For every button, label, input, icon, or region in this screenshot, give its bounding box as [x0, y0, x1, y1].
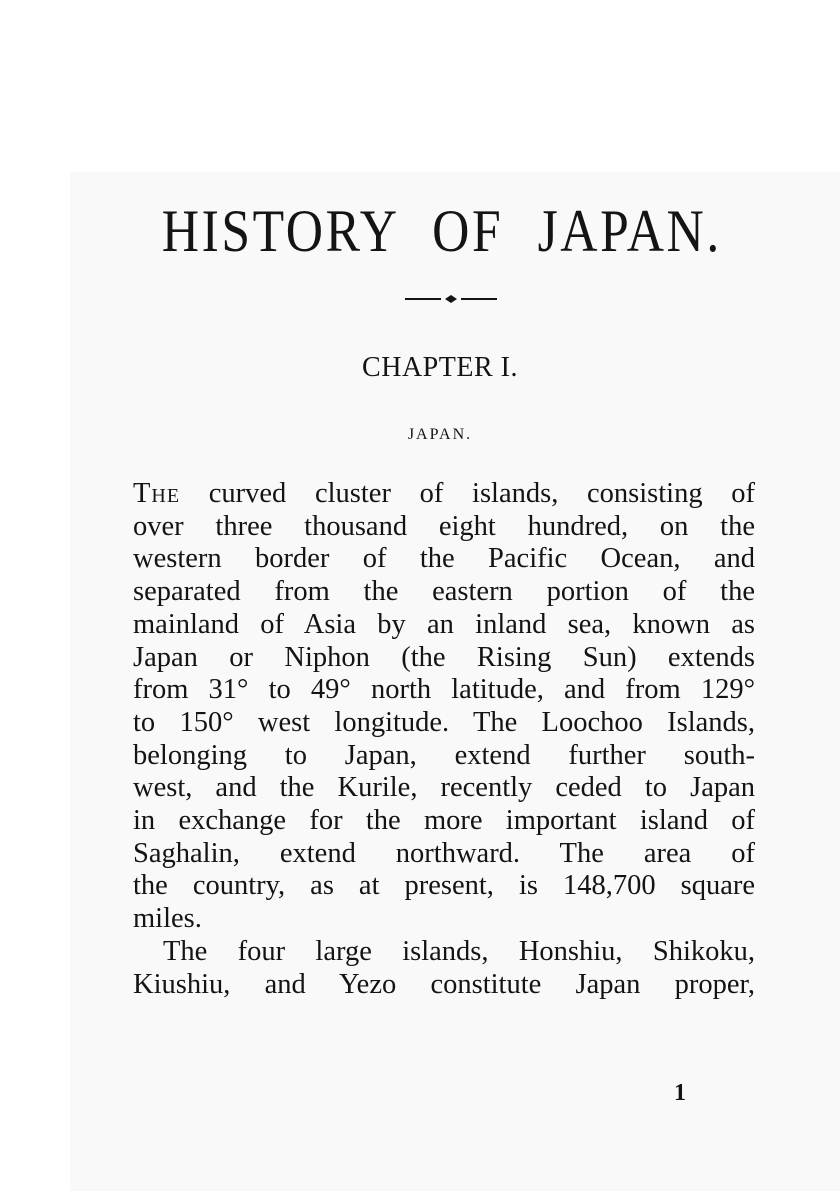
- text-line: miles.: [133, 903, 202, 935]
- text-line-content: curved cluster of islands, consisting of: [180, 478, 755, 509]
- ornament-divider-icon: [405, 291, 497, 307]
- text-line: belonging to Japan, extend further south-: [133, 739, 755, 771]
- text-line: mainland of Asia by an inland sea, known as: [133, 608, 755, 640]
- text-line: west, and the Kurile, recently ceded to Japan: [133, 772, 755, 804]
- text-line: Kiushiu, and Yezo constitute Japan proper,: [133, 968, 755, 1000]
- text-line: to 150° west longitude. The Loochoo Islands,: [133, 706, 755, 738]
- text-line: western border of the Pacific Ocean, and: [133, 543, 755, 575]
- body-text: [133, 478, 755, 1001]
- chapter-subtitle: JAPAN.: [407, 426, 473, 443]
- text-line: Saghalin, extend northward. The area of: [133, 837, 755, 869]
- text-line: Japan or Niphon (the Rising Sun) extends: [133, 641, 755, 673]
- text-line: The four large islands, Honshiu, Shikoku,: [163, 935, 755, 967]
- chapter-heading: CHAPTER I.: [362, 352, 518, 383]
- book-title: HISTORY OF JAPAN.: [161, 198, 722, 264]
- text-line: the country, as at present, is 148,700 square: [133, 870, 755, 902]
- text-line: from 31° to 49° north latitude, and from 129°: [133, 674, 755, 706]
- text-line: separated from the eastern portion of the: [133, 576, 755, 608]
- text-line: [133, 478, 755, 511]
- page-number: 1: [674, 1080, 686, 1106]
- text-line: in exchange for the more important island of: [133, 805, 755, 837]
- paragraph-lead-word: The: [133, 478, 181, 509]
- text-line: over three thousand eight hundred, on the: [133, 510, 755, 542]
